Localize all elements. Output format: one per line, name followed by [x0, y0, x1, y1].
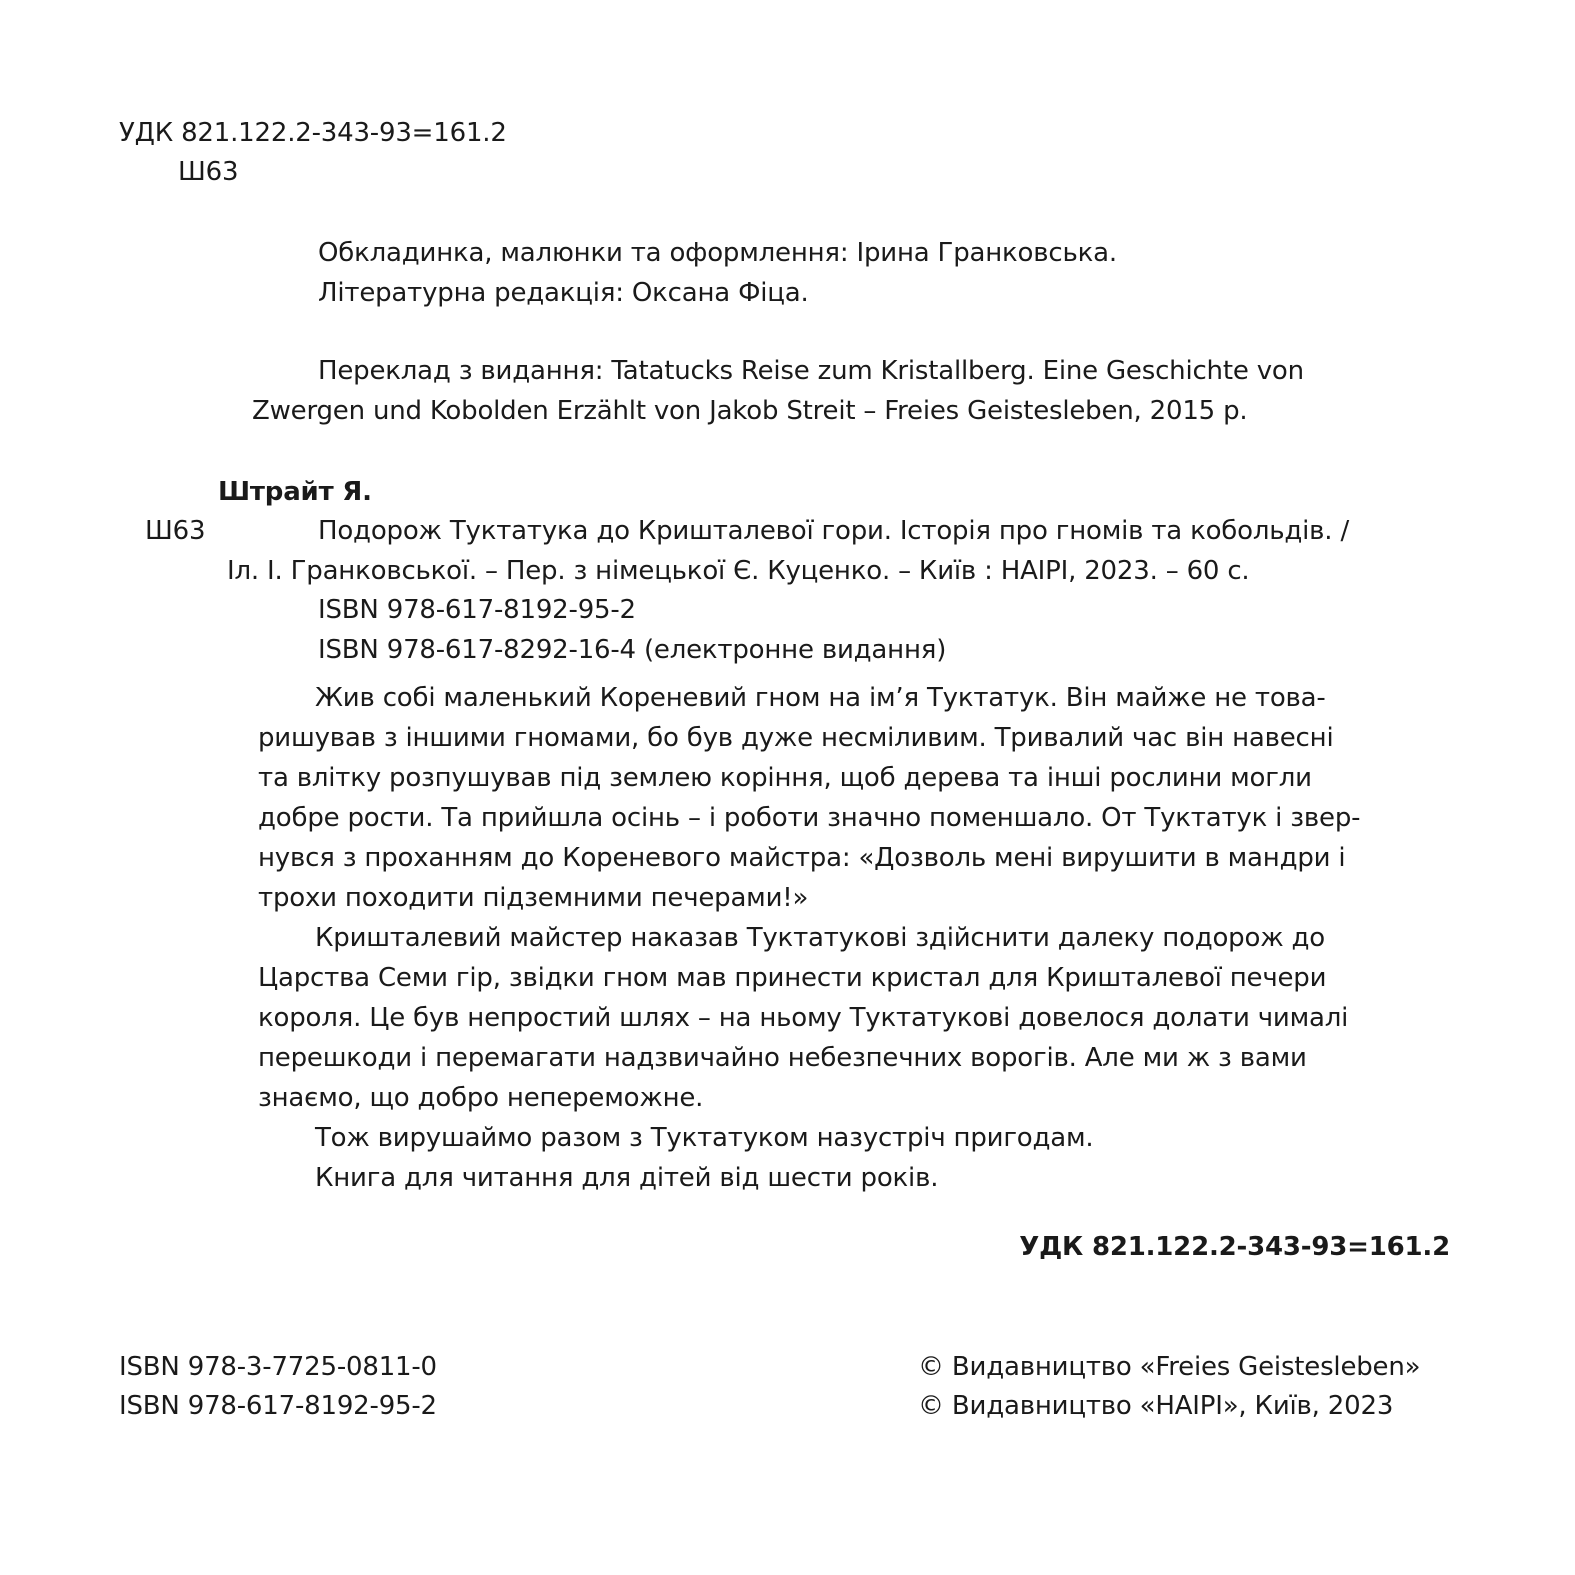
catalog-isbn-print: ISBN 978-617-8192-95-2	[318, 595, 636, 625]
abstract-p2-line: знаємо, що добро непереможне.	[258, 1083, 704, 1113]
catalog-mark: Ш63	[145, 516, 206, 546]
abstract-p2-line: Царства Семи гір, звідки гном мав принести кристал для Кришталевої печери	[258, 963, 1327, 993]
abstract-p4: Книга для читання для дітей від шести років.	[315, 1163, 939, 1193]
catalog-title-line-1: Подорож Туктатука до Кришталевої гори. Історія про гномів та кобольдів. /	[318, 516, 1349, 546]
abstract-p2-line: перешкоди і перемагати надзвичайно небезпечних ворогів. Але ми ж з вами	[258, 1043, 1307, 1073]
footer-isbn-original: ISBN 978-3-7725-0811-0	[119, 1352, 437, 1382]
catalog-title-line-2: Іл. І. Гранковської. – Пер. з німецької Є. Куценко. – Київ : НАІРІ, 2023. – 60 с.	[227, 556, 1250, 586]
author-mark-top: Ш63	[178, 157, 239, 187]
abstract-p1-line: трохи походити підземними печерами!»	[258, 883, 809, 913]
abstract-p1-line: Жив собі маленький Кореневий гном на ім’я Туктатук. Він майже не това-	[315, 683, 1326, 713]
udc-code-top: УДК 821.122.2-343-93=161.2	[119, 118, 507, 148]
catalog-isbn-electronic: ISBN 978-617-8292-16-4 (електронне видання)	[318, 635, 947, 665]
abstract-p1-line: ришував з іншими гномами, бо був дуже несміливим. Тривалий час він навесні	[258, 723, 1334, 753]
footer-copyright-original: © Видавництво «Freies Geistesleben»	[918, 1352, 1421, 1382]
abstract-p1-line: добре рости. Та прийшла осінь – і роботи значно поменшало. От Туктатук і звер-	[258, 803, 1361, 833]
cover-credit: Обкладинка, малюнки та оформлення: Ірина Гранковська.	[318, 238, 1117, 268]
udc-code-bottom: УДК 821.122.2-343-93=161.2	[1019, 1232, 1450, 1262]
abstract-p3: Тож вирушаймо разом з Туктатуком назустріч пригодам.	[315, 1123, 1094, 1153]
abstract-p1-line: та влітку розпушував під землею коріння, щоб дерева та інші рослини могли	[258, 763, 1312, 793]
translation-source-line-1: Переклад з видання: Tatatucks Reise zum Kristallberg. Eine Geschichte von	[318, 356, 1304, 386]
editor-credit: Літературна редакція: Оксана Фіца.	[318, 278, 809, 308]
abstract-p2-line: Кришталевий майстер наказав Туктатукові здійснити далеку подорож до	[315, 923, 1325, 953]
footer-copyright-ukrainian: © Видавництво «НАІРІ», Київ, 2023	[918, 1391, 1394, 1421]
abstract-p1-line: нувся з проханням до Кореневого майстра: «Дозволь мені вирушити в мандри і	[258, 843, 1346, 873]
abstract-p2-line: короля. Це був непростий шлях – на ньому Туктатукові довелося долати чималі	[258, 1003, 1349, 1033]
catalog-author: Штрайт Я.	[218, 477, 372, 507]
translation-source-line-2: Zwergen und Kobolden Erzählt von Jakob Streit – Freies Geistesleben, 2015 р.	[252, 396, 1248, 426]
footer-isbn-ukrainian: ISBN 978-617-8192-95-2	[119, 1391, 437, 1421]
